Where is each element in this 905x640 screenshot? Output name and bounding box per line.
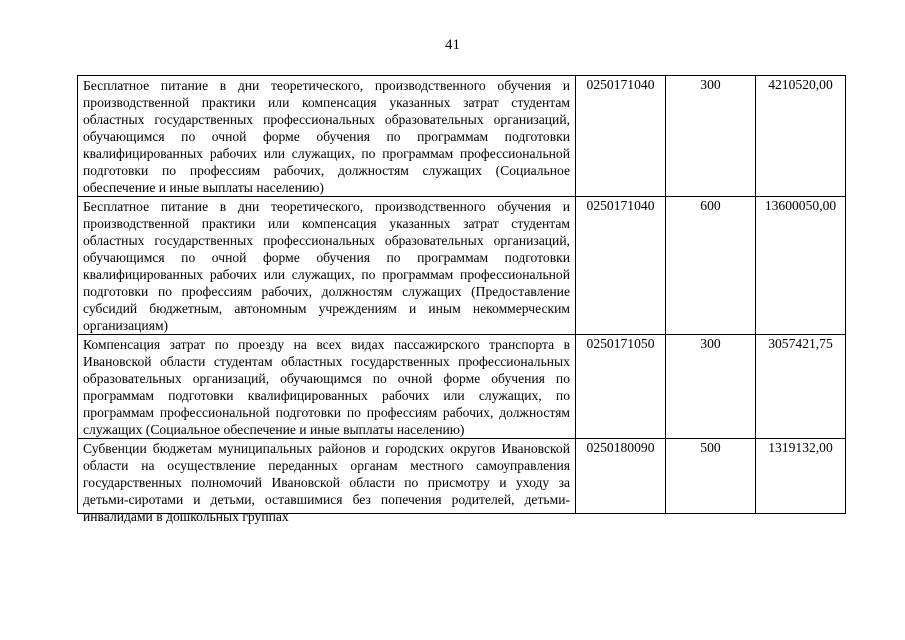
row-amount: 1319132,00 [756, 439, 846, 514]
table-row [78, 76, 846, 197]
row-code: 0250171040 [576, 76, 666, 197]
row-amount: 3057421,75 [756, 335, 846, 439]
row-description-cell [78, 197, 576, 335]
row-description: Бесплатное питание в дни теоретического, производственного обучения и производственной практики или компенсация указанных затрат студентам областных государственных профессиональных образовательных организаций, обучающимся по очной форме обучения по программам подготовки квалифицированных рабочих или служащих, по программам профессиональной подготовки по профессиям рабочих, должностям служащих (Социальное обеспечение и иные выплаты населению) [83, 78, 570, 195]
row-code: 0250180090 [576, 439, 666, 514]
row-expense-type: 500 [666, 439, 756, 514]
row-expense-type: 300 [666, 335, 756, 439]
row-description-cell [78, 439, 576, 524]
row-code: 0250171050 [576, 335, 666, 439]
page-number: 41 [445, 37, 460, 53]
budget-table [77, 75, 846, 524]
row-description: Субвенции бюджетам муниципальных районов и городских округов Ивановской области на осуществление переданных органам местного самоуправления государственных полномочий Ивановской области по присмотру и уходу за детьми-сиротами и детьми, оставшимися без попечения родителей, детьми-инвалидами в дошкольных группах [83, 441, 570, 524]
table-row [78, 335, 846, 439]
row-amount: 13600050,00 [756, 197, 846, 335]
row-amount: 4210520,00 [756, 76, 846, 197]
row-description-cell [78, 335, 576, 439]
row-description: Бесплатное питание в дни теоретического, производственного обучения и производственной практики или компенсация указанных затрат студентам областных государственных профессиональных образовательных организаций, обучающимся по очной форме обучения по программам подготовки квалифицированных рабочих или служащих, по программам профессиональной подготовки по профессиям рабочих, должностям служащих (Предоставление субсидий бюджетным, автономным учреждениям и иным некоммерческим организациям) [83, 199, 570, 333]
row-expense-type: 300 [666, 76, 756, 197]
row-code: 0250171040 [576, 197, 666, 335]
row-description-cell [78, 76, 576, 197]
row-expense-type: 600 [666, 197, 756, 335]
row-description: Компенсация затрат по проезду на всех видах пассажирского транспорта в Ивановской области студентам областных государственных профессиональных образовательных организаций, обучающимся по очной форме обучения по программам подготовки квалифицированных рабочих или служащих, по программам профессиональной подготовки по профессиям рабочих, должностям служащих (Социальное обеспечение и иные выплаты населению) [83, 337, 570, 437]
table-row [78, 197, 846, 335]
table-row [78, 439, 846, 514]
